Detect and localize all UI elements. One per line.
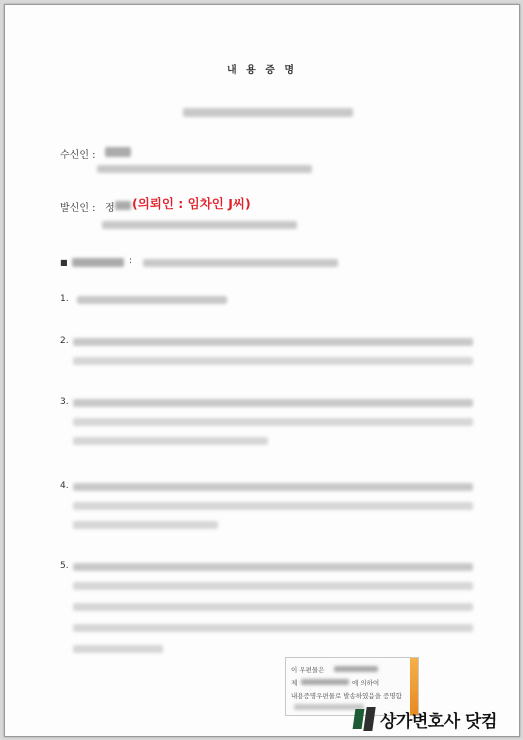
redacted-recipient-address [97, 165, 312, 173]
brand-logo-icon [354, 707, 376, 731]
brand-text: 상가변호사 닷컴 [380, 711, 497, 732]
redacted-paragraph-5-line-1 [73, 563, 473, 571]
redacted-sender-address [102, 221, 297, 229]
document-title: 내 용 증 명 [226, 65, 298, 76]
redacted-subtitle [183, 108, 353, 117]
stamp-line-2-suffix: 에 의하여 [352, 679, 380, 687]
redacted-paragraph-5-line-3 [73, 603, 473, 611]
sender-client-note: (의뢰인 : 임차인 J씨) [132, 196, 251, 211]
redacted-paragraph-4-line-1 [73, 483, 473, 491]
stamp-line-1: 이 우편물은 [291, 666, 325, 674]
paragraph-number-5: 5. [60, 561, 69, 571]
redacted-stamp-number-1 [334, 666, 378, 672]
redacted-recipient-name [105, 147, 131, 157]
brand-watermark [354, 705, 497, 733]
subject-colon: : [129, 256, 133, 266]
paragraph-number-2: 2. [60, 336, 69, 346]
stamp-line-2-prefix: 제 [291, 679, 298, 687]
redacted-paragraph-5-line-5 [73, 645, 163, 653]
paragraph-number-1: 1. [60, 294, 69, 304]
redacted-paragraph-4-line-2 [73, 502, 473, 510]
redacted-paragraph-5-line-4 [73, 624, 473, 632]
document-page [4, 4, 520, 737]
subject-bullet: ■ [60, 258, 68, 267]
recipient-label: 수신인 : [60, 150, 96, 161]
paragraph-number-3: 3. [60, 397, 69, 407]
redacted-paragraph-5-line-2 [73, 582, 473, 590]
redacted-paragraph-2-line-1 [73, 338, 473, 346]
redacted-sender-name [115, 201, 131, 210]
redacted-paragraph-3-line-2 [73, 418, 473, 426]
redacted-paragraph-3-line-1 [73, 399, 473, 407]
stamp-line-3: 내용증명우편물로 발송하였음을 증명함 [291, 692, 402, 700]
redacted-subject-label [72, 258, 124, 267]
redacted-paragraph-3-line-3 [73, 437, 268, 445]
sender-initial: 정 [105, 203, 115, 214]
redacted-stamp-number-2 [301, 679, 349, 685]
redacted-paragraph-4-line-3 [73, 521, 218, 529]
redacted-paragraph-1 [77, 296, 227, 304]
redacted-subject-text [143, 259, 338, 267]
paragraph-number-4: 4. [60, 481, 69, 491]
sender-label: 발신인 : [60, 203, 96, 214]
redacted-paragraph-2-line-2 [73, 357, 473, 365]
